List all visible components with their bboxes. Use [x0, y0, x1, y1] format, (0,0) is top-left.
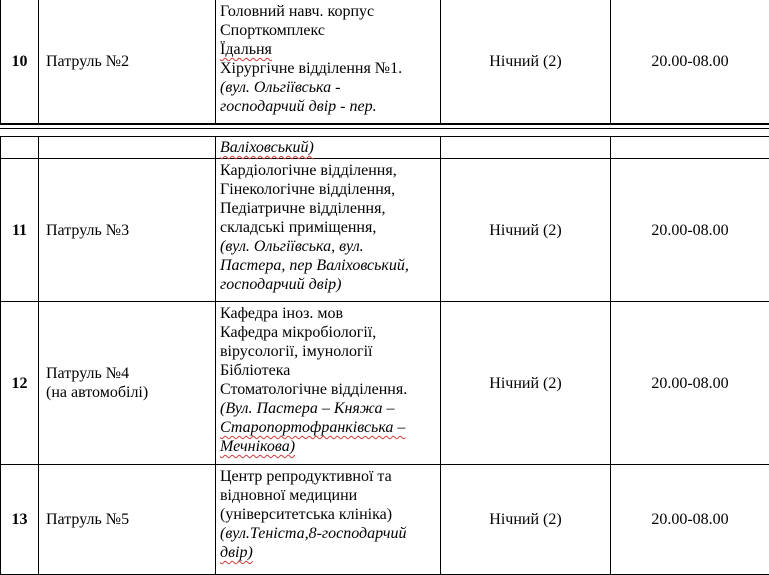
address-line [220, 437, 440, 456]
locations-cell [216, 0, 441, 124]
location-line: відновної медицини [220, 486, 440, 505]
location-line: Головний навч. корпус [220, 2, 440, 21]
table-row [1, 465, 769, 575]
address-line: (вул.Теніста,8-господарчий [220, 524, 440, 543]
address-line: (вул. Ольгіївська, вул. [220, 237, 440, 256]
locations-cell [216, 465, 441, 575]
patrol-table-top [0, 0, 769, 124]
patrol-name-line: (на автомобілі) [46, 383, 215, 402]
location-text: Їдальня [220, 41, 272, 58]
location-line: вірусології, імунології [220, 342, 440, 361]
patrol-name-line: Патруль №2 [46, 52, 215, 71]
location-line: (університетська клініка) [220, 505, 440, 524]
location-line: Бібліотека [220, 361, 440, 380]
location-line [220, 40, 440, 59]
patrol-name [39, 302, 216, 465]
time-cell: 20.00-08.00 [611, 465, 769, 575]
patrol-name-line: Патруль №5 [46, 510, 215, 529]
shift-cell: Нічний (2) [441, 465, 611, 575]
location-line: Стоматологічне відділення. [220, 380, 440, 399]
address-line: Пастера, пер Валіховський, [220, 256, 440, 275]
row-number: 13 [1, 465, 39, 575]
patrol-name [39, 137, 216, 159]
separator-line [0, 124, 769, 125]
address-text: двір) [220, 544, 253, 561]
location-line: Хірургічне відділення №1. [220, 59, 440, 78]
location-line: Спорткомплекс [220, 21, 440, 40]
address-text: Мечнікова) [220, 438, 295, 455]
table-row [1, 0, 769, 124]
location-line: Центр репродуктивної та [220, 467, 440, 486]
time-cell: 20.00-08.00 [611, 0, 769, 124]
time-cell [611, 137, 769, 159]
location-line: Кафедра іноз. мов [220, 304, 440, 323]
locations-cell [216, 302, 441, 465]
address-line: (вул. Ольгіївська - [220, 78, 440, 97]
address-line [220, 418, 440, 437]
location-line: Кардіологічне відділення, [220, 161, 440, 180]
address-text: Старопортофранківська – [220, 419, 405, 436]
patrol-name [39, 159, 216, 302]
location-line: складські приміщення, [220, 218, 440, 237]
table-row [1, 302, 769, 465]
locations-cell [216, 137, 441, 159]
address-line [220, 138, 440, 157]
time-cell: 20.00-08.00 [611, 159, 769, 302]
row-number: 10 [1, 0, 39, 124]
shift-cell [441, 137, 611, 159]
locations-cell [216, 159, 441, 302]
patrol-name [39, 465, 216, 575]
patrol-table-bottom [0, 136, 769, 575]
row-number: 11 [1, 159, 39, 302]
address-line [220, 543, 440, 562]
shift-cell: Нічний (2) [441, 0, 611, 124]
address-line: господарчий двір) [220, 275, 440, 294]
row-number [1, 137, 39, 159]
shift-cell: Нічний (2) [441, 302, 611, 465]
row-number: 12 [1, 302, 39, 465]
shift-cell: Нічний (2) [441, 159, 611, 302]
table-row [1, 137, 769, 159]
patrol-name-line: Патруль №3 [46, 221, 215, 240]
patrol-name-line: Патруль №4 [46, 364, 215, 383]
time-cell: 20.00-08.00 [611, 302, 769, 465]
address-line: (Вул. Пастера – Княжа – [220, 399, 440, 418]
table-separator [0, 123, 769, 130]
table-row [1, 159, 769, 302]
location-line: Кафедра мікробіології, [220, 323, 440, 342]
separator-line [0, 128, 769, 129]
address-text: Валіховський) [220, 139, 314, 156]
location-line: Гінекологічне відділення, [220, 180, 440, 199]
patrol-name [39, 0, 216, 124]
address-line: господарчий двір - пер. [220, 97, 440, 116]
location-line: Педіатричне відділення, [220, 199, 440, 218]
